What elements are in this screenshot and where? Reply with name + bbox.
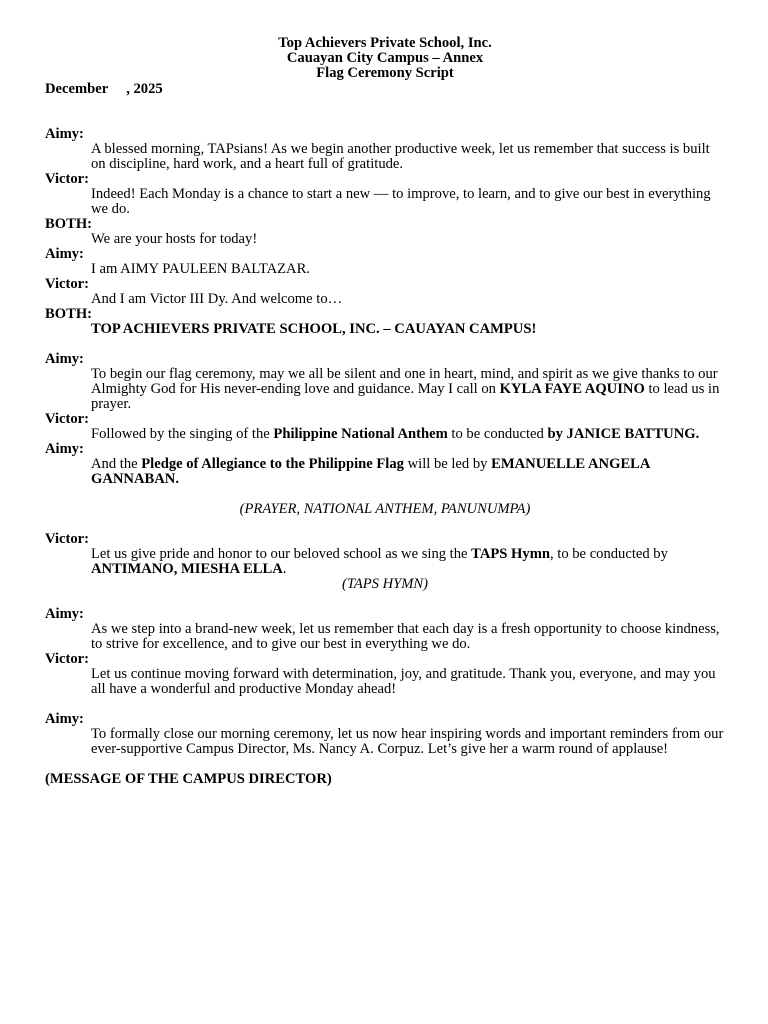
school-name: Top Achievers Private School, Inc.: [278, 35, 492, 51]
script-text: Let us continue moving forward with determination, joy, and gratitude. Thank you, everyone, and may you all have a wonderful and productive Monday ahead!: [91, 666, 716, 697]
script-text: We are your hosts for today!: [91, 231, 258, 247]
speaker-label: Aimy:: [45, 246, 84, 262]
speaker-label: Victor:: [45, 171, 90, 187]
script-line: [45, 412, 725, 442]
script-text: I am AIMY PAULEEN BALTAZAR.: [91, 261, 310, 277]
speaker-label: Victor:: [45, 276, 90, 292]
script-line: [45, 127, 725, 172]
script-text: To begin our flag ceremony, may we all be silent and one in heart, mind, and spirit as we give thanks to our Almighty God for His never-ending love and guidance. May I call on KYLA FAYE AQUINO to lead us in prayer.: [91, 366, 720, 412]
script-line: [45, 352, 725, 412]
anthem-conductor-name: by JANICE BATTUNG.: [547, 426, 700, 442]
script-text: Followed by the singing of the Philippine National Anthem to be conducted by JANICE BATTUNG.: [91, 426, 700, 442]
script-line: [45, 172, 725, 217]
script-document: [45, 36, 725, 787]
script-line: [45, 277, 725, 307]
script-line: [45, 307, 725, 337]
script-line: [45, 217, 725, 247]
speaker-label: Victor:: [45, 651, 90, 667]
stage-cue: (PRAYER, NATIONAL ANTHEM, PANUNUMPA): [239, 501, 531, 517]
ceremony-date: [45, 81, 725, 97]
school-welcome-text: TOP ACHIEVERS PRIVATE SCHOOL, INC. – CAUAYAN CAMPUS!: [91, 321, 537, 337]
script-text: A blessed morning, TAPsians! As we begin another productive week, let us remember that success is built on discipline, hard work, and a heart full of gratitude.: [91, 141, 710, 172]
script-text: And the Pledge of Allegiance to the Philippine Flag will be led by EMANUELLE ANGELA GANNABAN.: [91, 456, 650, 487]
closing-cue: (MESSAGE OF THE CAMPUS DIRECTOR): [45, 771, 332, 787]
script-line: [45, 652, 725, 697]
document-title: Flag Ceremony Script: [316, 65, 454, 81]
stage-cue: (TAPS HYMN): [341, 576, 429, 592]
speaker-label: Aimy:: [45, 126, 84, 142]
speaker-label: Aimy:: [45, 711, 84, 727]
speaker-label: BOTH:: [45, 216, 93, 232]
date-month: December: [45, 81, 109, 97]
script-text: As we step into a brand-new week, let us remember that each day is a fresh opportunity to choose kindness, to strive for excellence, and to give our best in everything we do.: [91, 621, 720, 652]
script-text: Indeed! Each Monday is a chance to start a new — to improve, to learn, and to give our best in everything we do.: [91, 186, 711, 217]
speaker-label: Victor:: [45, 531, 90, 547]
speaker-label: BOTH:: [45, 306, 93, 322]
script-text: And I am Victor III Dy. And welcome to…: [91, 291, 343, 307]
hymn-conductor-name: ANTIMANO, MIESHA ELLA: [91, 561, 283, 577]
speaker-label: Aimy:: [45, 441, 84, 457]
script-line: [45, 532, 725, 577]
script-line: [45, 607, 725, 652]
speaker-label: Aimy:: [45, 351, 84, 367]
script-line: [45, 247, 725, 277]
speaker-label: Aimy:: [45, 606, 84, 622]
prayer-leader-name: KYLA FAYE AQUINO: [499, 381, 645, 397]
campus-name: Cauayan City Campus – Annex: [286, 50, 484, 66]
script-text: To formally close our morning ceremony, let us now hear inspiring words and important reminders from our ever-supportive Campus Director, Ms. Nancy A. Corpuz. Let’s give her a warm round of applause!: [91, 726, 724, 757]
pledge-leader-name: EMANUELLE ANGELA GANNABAN.: [91, 456, 650, 487]
script-line: [45, 712, 725, 757]
script-line: [45, 442, 725, 487]
speaker-label: Victor:: [45, 411, 90, 427]
date-year: , 2025: [126, 81, 163, 97]
script-text: Let us give pride and honor to our beloved school as we sing the TAPS Hymn, to be conducted by ANTIMANO, MIESHA ELLA.: [91, 546, 668, 577]
